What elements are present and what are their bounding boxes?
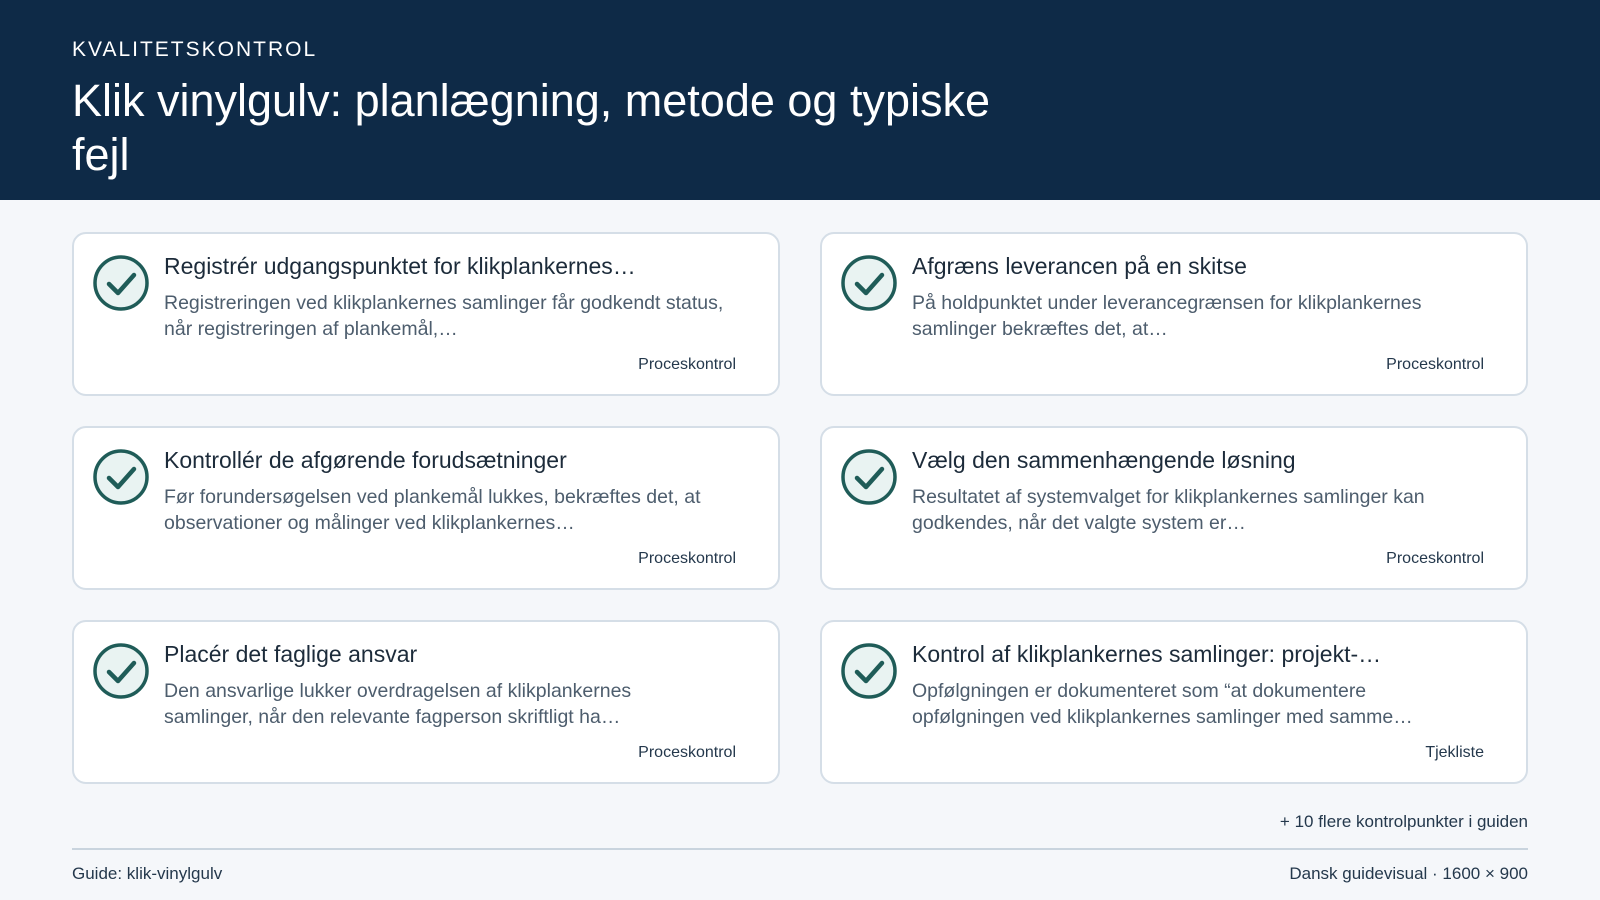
eyebrow-label: KVALITETSKONTROL (72, 38, 318, 61)
check-circle-icon (840, 254, 898, 312)
card-title: Registrér udgangspunktet for klikplankernes… (164, 253, 636, 279)
checkpoint-grid (72, 232, 1528, 784)
card-tag: Proceskontrol (638, 550, 736, 567)
card-tag: Proceskontrol (638, 356, 736, 373)
check-circle-icon (840, 642, 898, 700)
checkpoint-card[interactable] (72, 426, 780, 590)
footer-meta-label: Dansk guidevisual · 1600 × 900 (1289, 864, 1528, 883)
card-tag: Tjekliste (1425, 744, 1484, 761)
card-tag: Proceskontrol (1386, 550, 1484, 567)
card-tag: Proceskontrol (1386, 356, 1484, 373)
card-description: Registreringen ved klikplankernes samlinger får godkendt status, når registreringen af plankemål,… (164, 292, 724, 340)
footer-guide-label: Guide: klik-vinylgulv (72, 864, 223, 883)
card-title: Afgræns leverancen på en skitse (912, 253, 1247, 279)
checkpoint-card[interactable] (820, 620, 1528, 784)
card-title: Kontrol af klikplankernes samlinger: projekt-… (912, 641, 1382, 667)
card-description: Før forundersøgelsen ved plankemål lukkes, bekræftes det, at observationer og målinger ved klikplankernes… (164, 486, 701, 534)
check-circle-icon (92, 642, 150, 700)
page-title: Klik vinylgulv: planlægning, metode og typiske fejl (72, 75, 990, 180)
card-title: Vælg den sammenhængende løsning (912, 447, 1296, 473)
checkpoint-card[interactable] (72, 620, 780, 784)
card-description: Resultatet af systemvalget for klikplankernes samlinger kan godkendes, når det valgte system er… (912, 486, 1425, 534)
card-description: Den ansvarlige lukker overdragelsen af klikplankernes samlinger, når den relevante fagperson skriftligt ha… (164, 680, 632, 728)
card-description: Opfølgningen er dokumenteret som “at dokumentere opfølgningen ved klikplankernes samlinger med samme… (912, 680, 1413, 728)
check-circle-icon (92, 254, 150, 312)
checkpoint-card[interactable] (820, 232, 1528, 396)
check-circle-icon (92, 448, 150, 506)
footer-divider (72, 848, 1528, 850)
card-title: Placér det faglige ansvar (164, 641, 418, 667)
card-tag: Proceskontrol (638, 744, 736, 761)
header-banner (0, 0, 1600, 200)
checkpoint-card[interactable] (72, 232, 780, 396)
card-description: På holdpunktet under leverancegrænsen for klikplankernes samlinger bekræftes det, at… (912, 292, 1422, 340)
more-checkpoints-link[interactable]: + 10 flere kontrolpunkter i guiden (1279, 812, 1528, 831)
checkpoint-card[interactable] (820, 426, 1528, 590)
card-title: Kontrollér de afgørende forudsætninger (164, 447, 567, 473)
check-circle-icon (840, 448, 898, 506)
